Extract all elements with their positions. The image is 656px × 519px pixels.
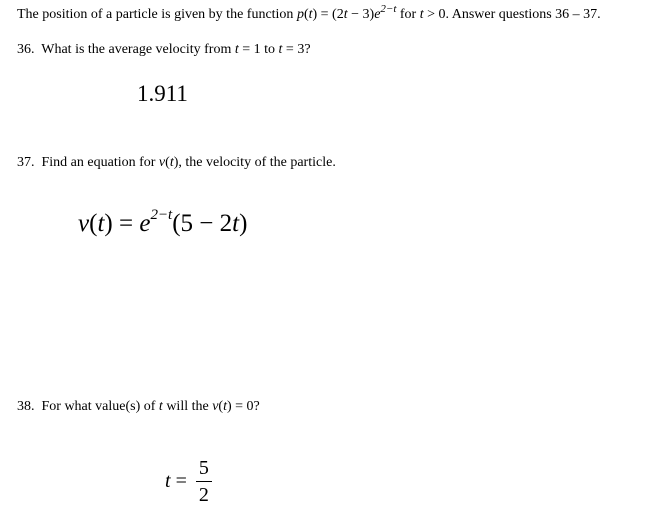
answer-equals: ) =	[104, 210, 140, 237]
question-paren: (	[165, 155, 170, 170]
answer-exponent: 2−t	[150, 207, 173, 223]
intro-variable: t	[308, 7, 313, 22]
question-variable: t	[223, 399, 227, 414]
question-37	[17, 154, 336, 172]
question-text: For what value(s) of	[41, 399, 159, 414]
fraction-numerator: 5	[198, 457, 209, 479]
answer-paren: (	[89, 210, 98, 237]
answer-equals: =	[170, 470, 192, 492]
answer-function-name: v	[78, 210, 90, 237]
intro-expression: ) = (2	[312, 7, 344, 22]
question-number: 38.	[17, 399, 35, 414]
intro-condition: > 0. Answer questions 36 – 37.	[423, 7, 601, 22]
intro-exponent: 2−t	[380, 3, 397, 15]
fraction-denominator: 2	[198, 484, 209, 506]
question-36	[17, 41, 311, 59]
question-38	[17, 398, 260, 416]
question-variable: t	[169, 155, 174, 170]
answer-factor-variable: t	[232, 210, 240, 237]
question-paren: (	[218, 399, 224, 414]
intro-variable-t: t	[343, 7, 348, 22]
question-variable: t	[278, 42, 283, 57]
question-text-end: , the velocity of the particle.	[178, 155, 336, 170]
question-text-mid: = 1 to	[238, 42, 279, 57]
intro-paren: (	[303, 7, 309, 22]
intro-for: for	[396, 7, 420, 22]
question-text: What is the average velocity from	[41, 42, 235, 57]
answer-variable: t	[165, 470, 171, 492]
intro-text: The position of a particle is given by the function	[17, 7, 297, 22]
intro-expression-minus: − 3)	[347, 7, 375, 22]
question-paren: )	[173, 155, 179, 170]
fraction-bar	[196, 481, 212, 482]
question-number: 37.	[17, 155, 35, 170]
question-variable: t	[158, 399, 163, 414]
intro-condition-variable: t	[419, 7, 424, 22]
answer-euler-e: e	[139, 210, 151, 237]
question-number: 36.	[17, 42, 35, 57]
answer-38	[165, 457, 212, 506]
question-variable: t	[234, 42, 239, 57]
problem-intro	[17, 3, 601, 24]
question-text-mid: will the	[162, 399, 213, 414]
intro-function-name: p	[296, 7, 304, 22]
question-function-name: v	[158, 155, 166, 170]
answer-fraction	[196, 457, 212, 506]
question-text-end: = 3?	[282, 42, 311, 57]
answer-factor: (5 − 2	[172, 210, 233, 237]
intro-euler-e: e	[374, 7, 381, 22]
answer-36: 1.911	[137, 81, 188, 106]
answer-factor-end: )	[239, 210, 248, 237]
question-function-name: v	[212, 399, 219, 414]
question-text: Find an equation for	[41, 155, 159, 170]
answer-37	[78, 208, 247, 240]
question-text-end: ) = 0?	[226, 399, 260, 414]
answer-variable: t	[97, 210, 105, 237]
